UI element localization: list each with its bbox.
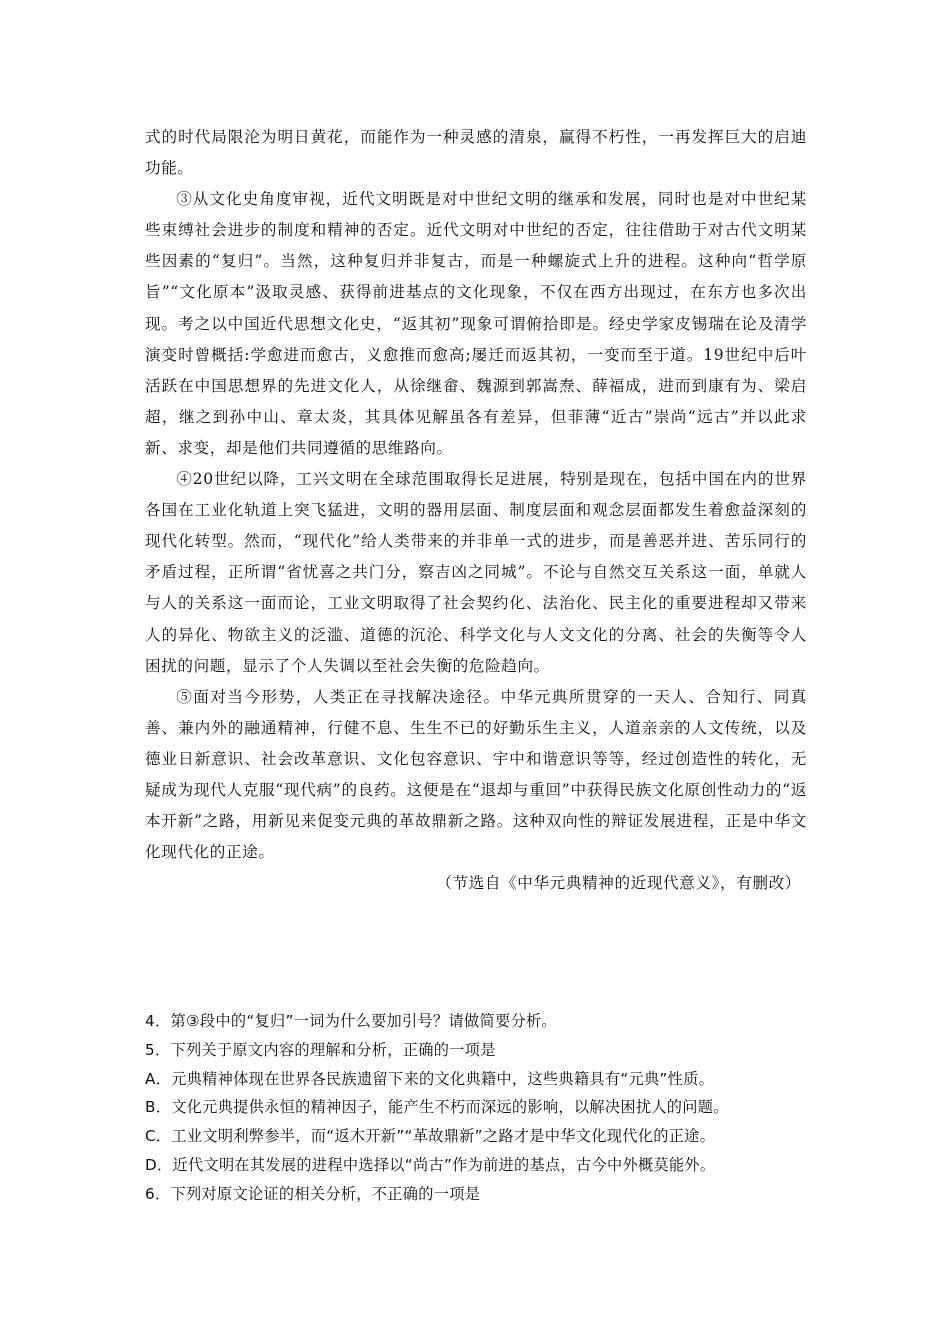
question-5-stem: 5．下列关于原文内容的理解和分析，正确的一项是 xyxy=(145,1040,496,1059)
question-5-option-d: D．近代文明在其发展的进程中选择以“尚古”作为前进的基点，古今中外概莫能外。 xyxy=(145,1155,716,1174)
passage-continuation: 式的时代局限沦为明日黄花，而能作为一种灵感的清泉，赢得不朽性，一再发挥巨大的启迪功能。 xyxy=(145,128,807,178)
reading-passage xyxy=(145,122,807,899)
paragraph-3: ③从文化史角度审视，近代文明既是对中世纪文明的继承和发展，同时也是对中世纪某些束缚社会进步的制度和精神的否定。近代文明对中世纪的否定，往往借助于对古代文明某些因素的“复归”。当然，这种复归并非复古，而是一种螺旋式上升的进程。这种向“哲学原旨”“文化原本”汲取灵感、获得前进基点的文化现象，不仅在西方出现过，在东方也多次出现。考之以中国近代思想文化史，“返其初”现象可谓俯拾即是。经史学家皮锡瑞在论及清学演变时曾概括:学愈进而愈古，义愈推而愈高;屡迁而返其初，一变而至于道。19世纪中后叶活跃在中国思想界的先进文化人，从徐继畲、魏源到郭嵩焘、薛福成，进而到康有为、梁启超，继之到孙中山、章太炎，其具体见解虽各有差异，但菲薄“近古”崇尚“远古”并以此求新、求变，却是他们共同遵循的思维路向。 xyxy=(145,190,807,457)
question-section xyxy=(145,1007,807,1209)
passage-source: （节选自《中华元典精神的近现代意义》，有删改） xyxy=(436,874,801,893)
paragraph-5: ⑤面对当今形势，人类正在寻找解决途径。中华元典所贯穿的一天人、合知行、同真善、兼内外的融通精神，行健不息、生生不已的好勤乐生主义，人道亲亲的人文传统，以及德业日新意识、社会改革意识、文化包容意识、宇中和谐意识等等，经过创造性的转化，无疑成为现代人克服“现代病”的良药。这便是在“退却与重回”中获得民族文化原创性动力的“返本开新”之路，用新见来促变元典的革故鼎新之路。这种双向性的辩证发展进程，正是中华文化现代化的正途。 xyxy=(145,687,807,862)
question-5-option-b: B．文化元典提供永恒的精神因子，能产生不朽而深远的影响，以解决困扰人的问题。 xyxy=(145,1098,729,1117)
question-5-option-a: A．元典精神体现在世界各民族遗留下来的文化典籍中，这些典籍具有“元典”性质。 xyxy=(145,1069,715,1088)
paragraph-4: ④20世纪以降，工兴文明在全球范围取得长足进展，特别是现在，包括中国在内的世界各国在工业化轨道上突飞猛进，文明的器用层面、制度层面和观念层面都发生着愈益深刻的现代化转型。然而，“现代化”给人类带来的并非单一式的进步，而是善恶并进、苦乐同行的矛盾过程，正所谓“省忧喜之共门分，察吉凶之同城”。不论与自然交互关系这一面，单就人与人的关系这一面而论，工业文明取得了社会契约化、法治化、民主化的重要进程却又带来人的异化、物欲主义的泛滥、道德的沉沦、科学文化与人文文化的分离、社会的失衡等令人困扰的问题，显示了个人失调以至社会失衡的危险趋向。 xyxy=(145,470,807,675)
question-6-stem: 6．下列对原文论证的相关分析，不正确的一项是 xyxy=(145,1184,481,1203)
question-4: 4．第③段中的“复归”一词为什么要加引号？请做简要分析。 xyxy=(145,1012,557,1030)
question-5-option-c: C．工业文明利弊参半，而“返木开新”“革故鼎新”之路才是中华文化现代化的正途。 xyxy=(145,1127,716,1146)
